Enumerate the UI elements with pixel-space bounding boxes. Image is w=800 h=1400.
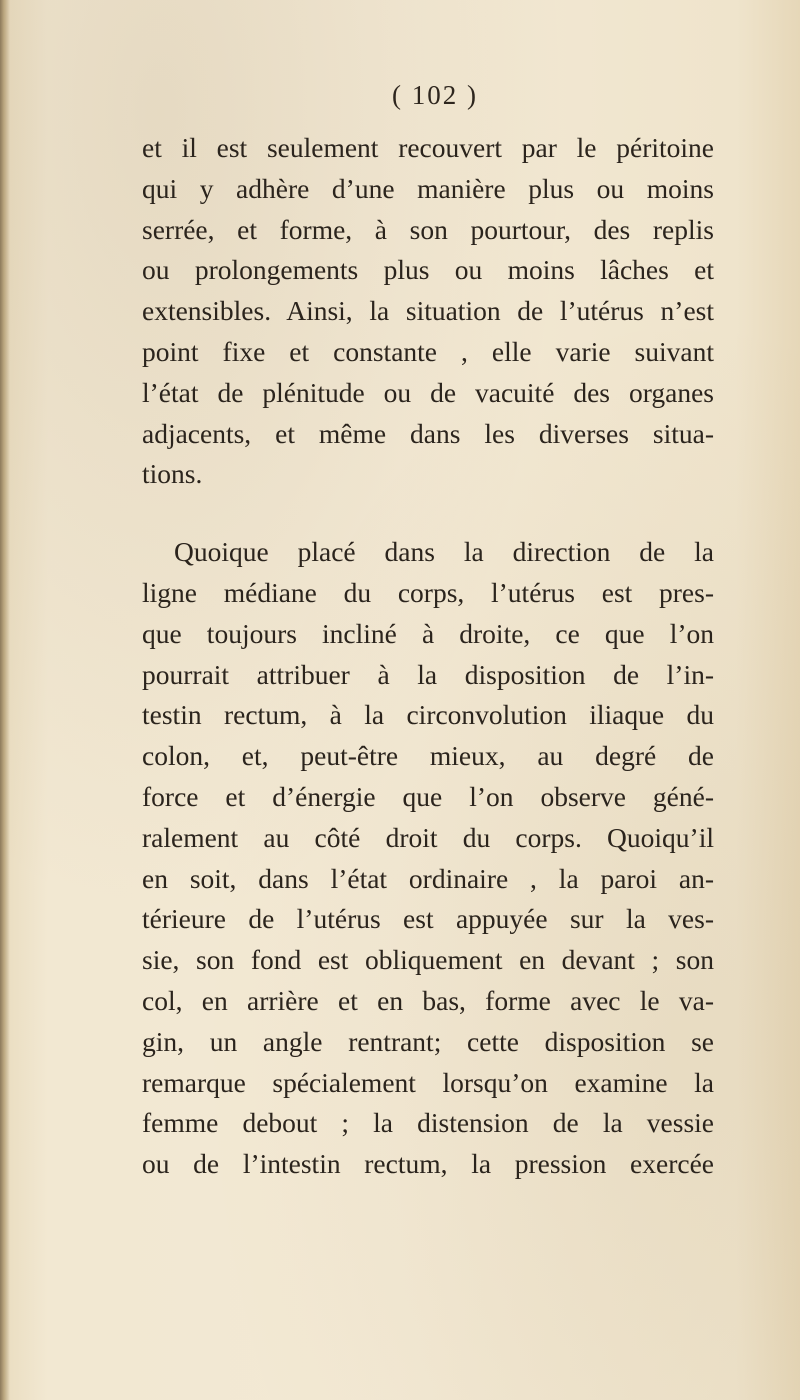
text-line: force et d’énergie que l’on observe géné-	[142, 780, 714, 812]
text-line: en soit, dans l’état ordinaire , la paroi an-	[142, 862, 714, 894]
page-number: ( 102 )	[392, 80, 478, 110]
paragraph-separator	[142, 495, 714, 532]
text-line: point fixe et constante , elle varie suivant	[142, 335, 714, 367]
text-line: colon, et, peut-être mieux, au degré de	[142, 740, 714, 772]
paragraph-1	[142, 128, 714, 495]
text-line: ou de l’intestin rectum, la pression exercée	[142, 1148, 714, 1180]
text-line: ou prolongements plus ou moins lâches et	[142, 254, 714, 286]
text-line: sie, son fond est obliquement en devant ; son	[142, 944, 714, 976]
text-line: ligne médiane du corps, l’utérus est pres-	[142, 576, 714, 608]
text-line: qui y adhère d’une manière plus ou moins	[142, 172, 714, 204]
text-line: gin, un angle rentrant; cette disposition se	[142, 1025, 714, 1057]
text-line: extensibles. Ainsi, la situation de l’utérus n’est	[142, 295, 714, 327]
text-line: femme debout ; la distension de la vessie	[142, 1107, 714, 1139]
text-line: col, en arrière et en bas, forme avec le va-	[142, 984, 714, 1016]
text-line: testin rectum, à la circonvolution iliaque du	[142, 699, 714, 731]
text-line: remarque spécialement lorsqu’on examine la	[142, 1066, 714, 1098]
text-line: l’état de plénitude ou de vacuité des organes	[142, 376, 714, 408]
page-binding-edge	[0, 0, 10, 1400]
text-line: térieure de l’utérus est appuyée sur la ves-	[142, 903, 714, 935]
text-line: ralement au côté droit du corps. Quoiqu’il	[142, 821, 714, 853]
text-line: tions.	[142, 458, 203, 490]
text-line: Quoique placé dans la direction de la	[174, 536, 714, 568]
text-line: pourrait attribuer à la disposition de l’in-	[142, 658, 714, 690]
text-line: serrée, et forme, à son pourtour, des replis	[142, 213, 714, 245]
body-text	[142, 128, 714, 1185]
text-line: adjacents, et même dans les diverses situa-	[142, 417, 714, 449]
paragraph-2	[142, 532, 714, 1185]
text-line: que toujours incliné à droite, ce que l’on	[142, 617, 714, 649]
text-line: et il est seulement recouvert par le péritoine	[142, 132, 714, 163]
